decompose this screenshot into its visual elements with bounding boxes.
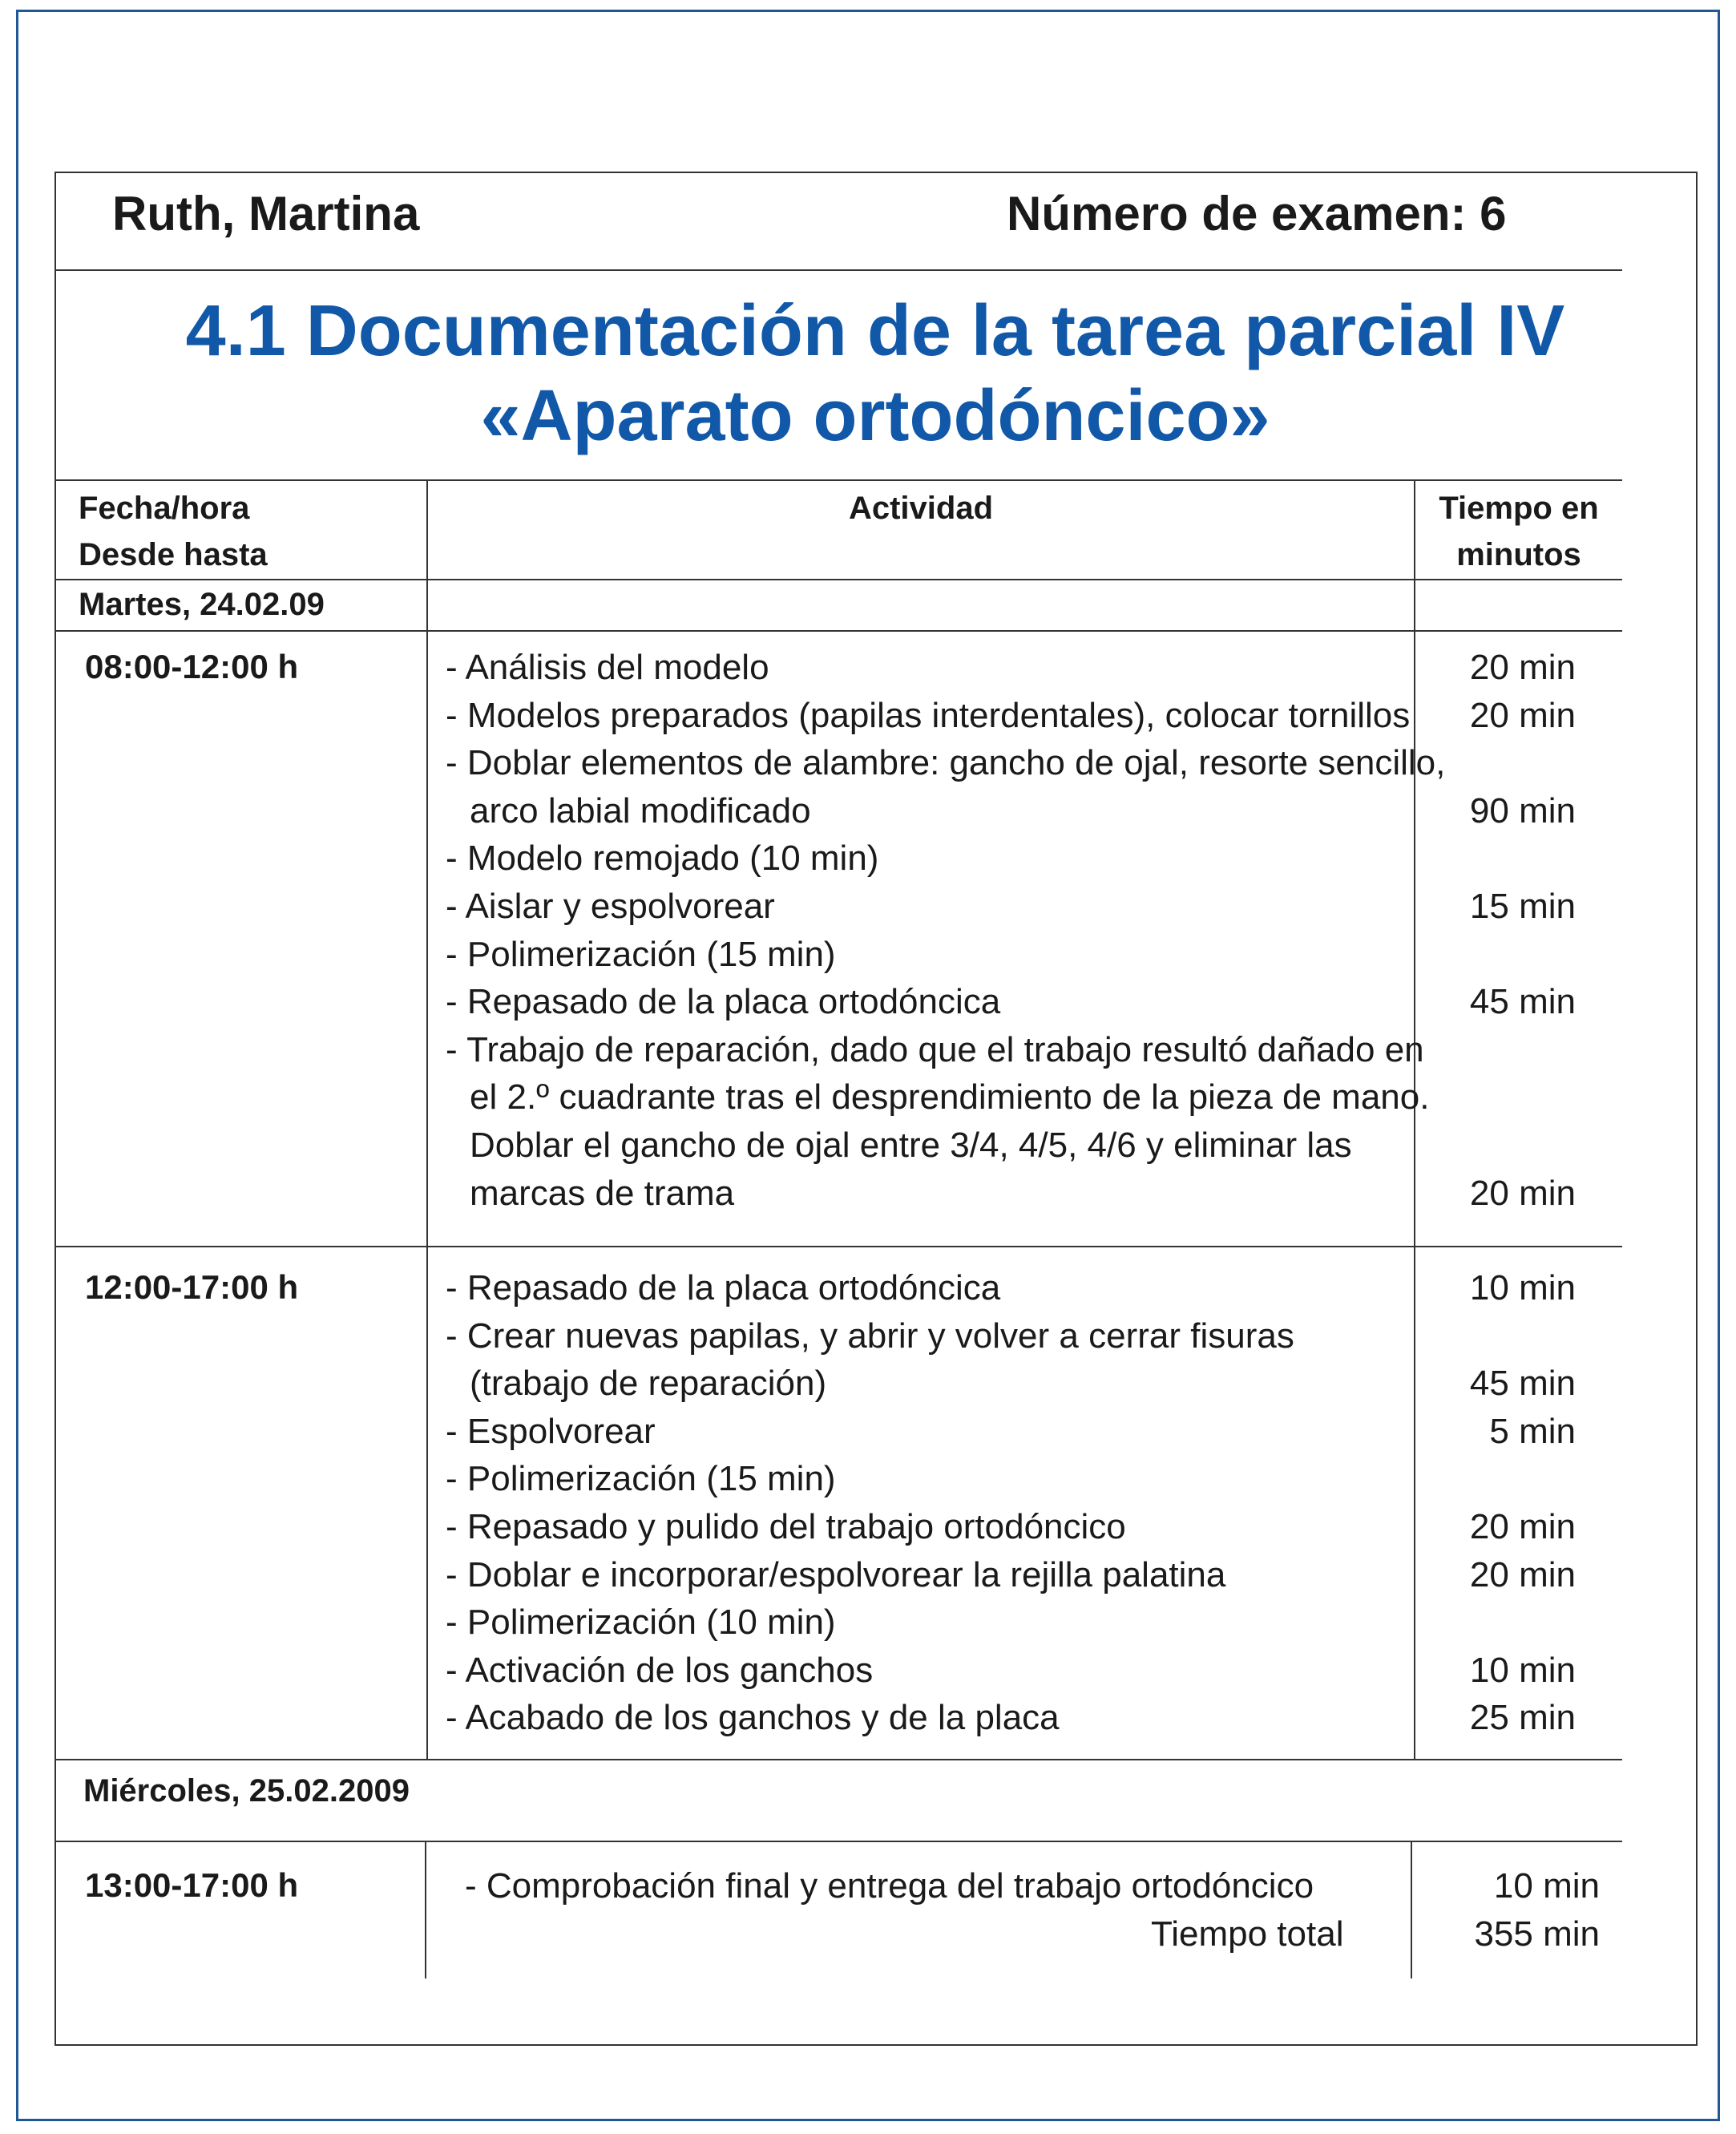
activity-text: - Doblar e incorporar/espolvorear la rejilla palatina — [446, 1554, 1226, 1594]
activity-minutes: 20 min — [1469, 648, 1576, 687]
activity-text: - Repasado de la placa ortodóncica — [446, 1268, 1001, 1307]
exam-number: Número de examen: 6 — [1007, 187, 1507, 240]
activity-text: - Repasado de la placa ortodóncica — [446, 982, 1001, 1022]
activity-text: - Activación de los ganchos — [446, 1650, 874, 1690]
activity-text: - Doblar elementos de alambre: gancho de ojal, resorte sencillo, — [446, 743, 1446, 783]
activity-text: - Análisis del modelo — [446, 648, 769, 687]
page-title: 4.1 Documentación de la tarea parcial IV — [185, 291, 1565, 371]
block-divider — [55, 1246, 1622, 1247]
header-row-divider — [55, 579, 1622, 580]
block-time: 13:00-17:00 h — [85, 1866, 299, 1904]
total-value: 355 min — [1474, 1914, 1600, 1954]
activity-minutes: 45 min — [1469, 982, 1576, 1022]
activity-text: - Trabajo de reparación, dado que el trabajo resultó dañado en — [446, 1029, 1424, 1069]
activity-text: - Aislar y espolvorear — [446, 887, 775, 926]
activity-minutes: 20 min — [1469, 1554, 1576, 1594]
activity-minutes: 45 min — [1469, 1364, 1576, 1404]
column-divider-left — [426, 479, 428, 1760]
block-time: 08:00-12:00 h — [85, 648, 299, 685]
column-divider-right — [1411, 1841, 1412, 1978]
activity-text: - Crear nuevas papilas, y abrir y volver a cerrar fisuras — [446, 1316, 1294, 1356]
activity-text: Doblar el gancho de ojal entre 3/4, 4/5, 4/6 y eliminar las — [470, 1126, 1352, 1165]
student-name: Ruth, Martina — [112, 187, 420, 240]
activity-text: el 2.º cuadrante tras el desprendimiento de la pieza de mano. — [470, 1077, 1430, 1118]
column-header-time-unit: minutos — [1456, 537, 1581, 572]
activity-minutes: 25 min — [1469, 1698, 1576, 1738]
column-header-date-range: Desde hasta — [79, 537, 268, 572]
table-top-border — [55, 479, 1622, 481]
activity-text: - Polimerización (15 min) — [446, 934, 836, 974]
activity-text: - Modelo remojado (10 min) — [446, 839, 879, 879]
activity-minutes: 90 min — [1469, 790, 1576, 831]
activity-text: arco labial modificado — [470, 790, 811, 831]
column-header-time: Tiempo en — [1439, 491, 1599, 526]
page-subtitle: «Aparato ortodóncico» — [480, 376, 1270, 456]
activity-text: - Polimerización (10 min) — [446, 1603, 836, 1643]
activity-text: - Comprobación final y entrega del trabajo ortodóncico — [465, 1866, 1314, 1906]
column-header-date: Fecha/hora — [79, 491, 250, 526]
activity-minutes: 20 min — [1469, 695, 1576, 735]
day-date: Miércoles, 25.02.2009 — [83, 1773, 410, 1809]
activity-text: (trabajo de reparación) — [470, 1364, 827, 1404]
date-row-divider — [55, 1841, 1622, 1842]
activity-text: - Espolvorear — [446, 1411, 656, 1451]
activity-text: marcas de trama — [470, 1173, 735, 1213]
activity-text: - Repasado y pulido del trabajo ortodóncico — [446, 1507, 1126, 1546]
day-date: Martes, 24.02.09 — [79, 587, 325, 622]
activity-text: - Polimerización (15 min) — [446, 1459, 836, 1499]
date-row-divider — [55, 630, 1622, 632]
activity-minutes: 20 min — [1469, 1173, 1576, 1213]
activity-text: - Modelos preparados (papilas interdentales), colocar tornillos — [446, 695, 1411, 735]
header-divider — [55, 269, 1622, 271]
column-divider-left — [425, 1841, 426, 1978]
activity-minutes: 10 min — [1493, 1866, 1600, 1906]
activity-minutes: 20 min — [1469, 1507, 1576, 1546]
total-label: Tiempo total — [1151, 1914, 1344, 1954]
day-divider — [55, 1759, 1622, 1760]
column-header-activity: Actividad — [848, 491, 994, 526]
activity-minutes: 5 min — [1489, 1411, 1576, 1451]
block-time: 12:00-17:00 h — [85, 1268, 299, 1306]
activity-text: - Acabado de los ganchos y de la placa — [446, 1698, 1060, 1738]
activity-minutes: 15 min — [1469, 887, 1576, 926]
activity-minutes: 10 min — [1469, 1650, 1576, 1690]
activity-minutes: 10 min — [1469, 1268, 1576, 1307]
